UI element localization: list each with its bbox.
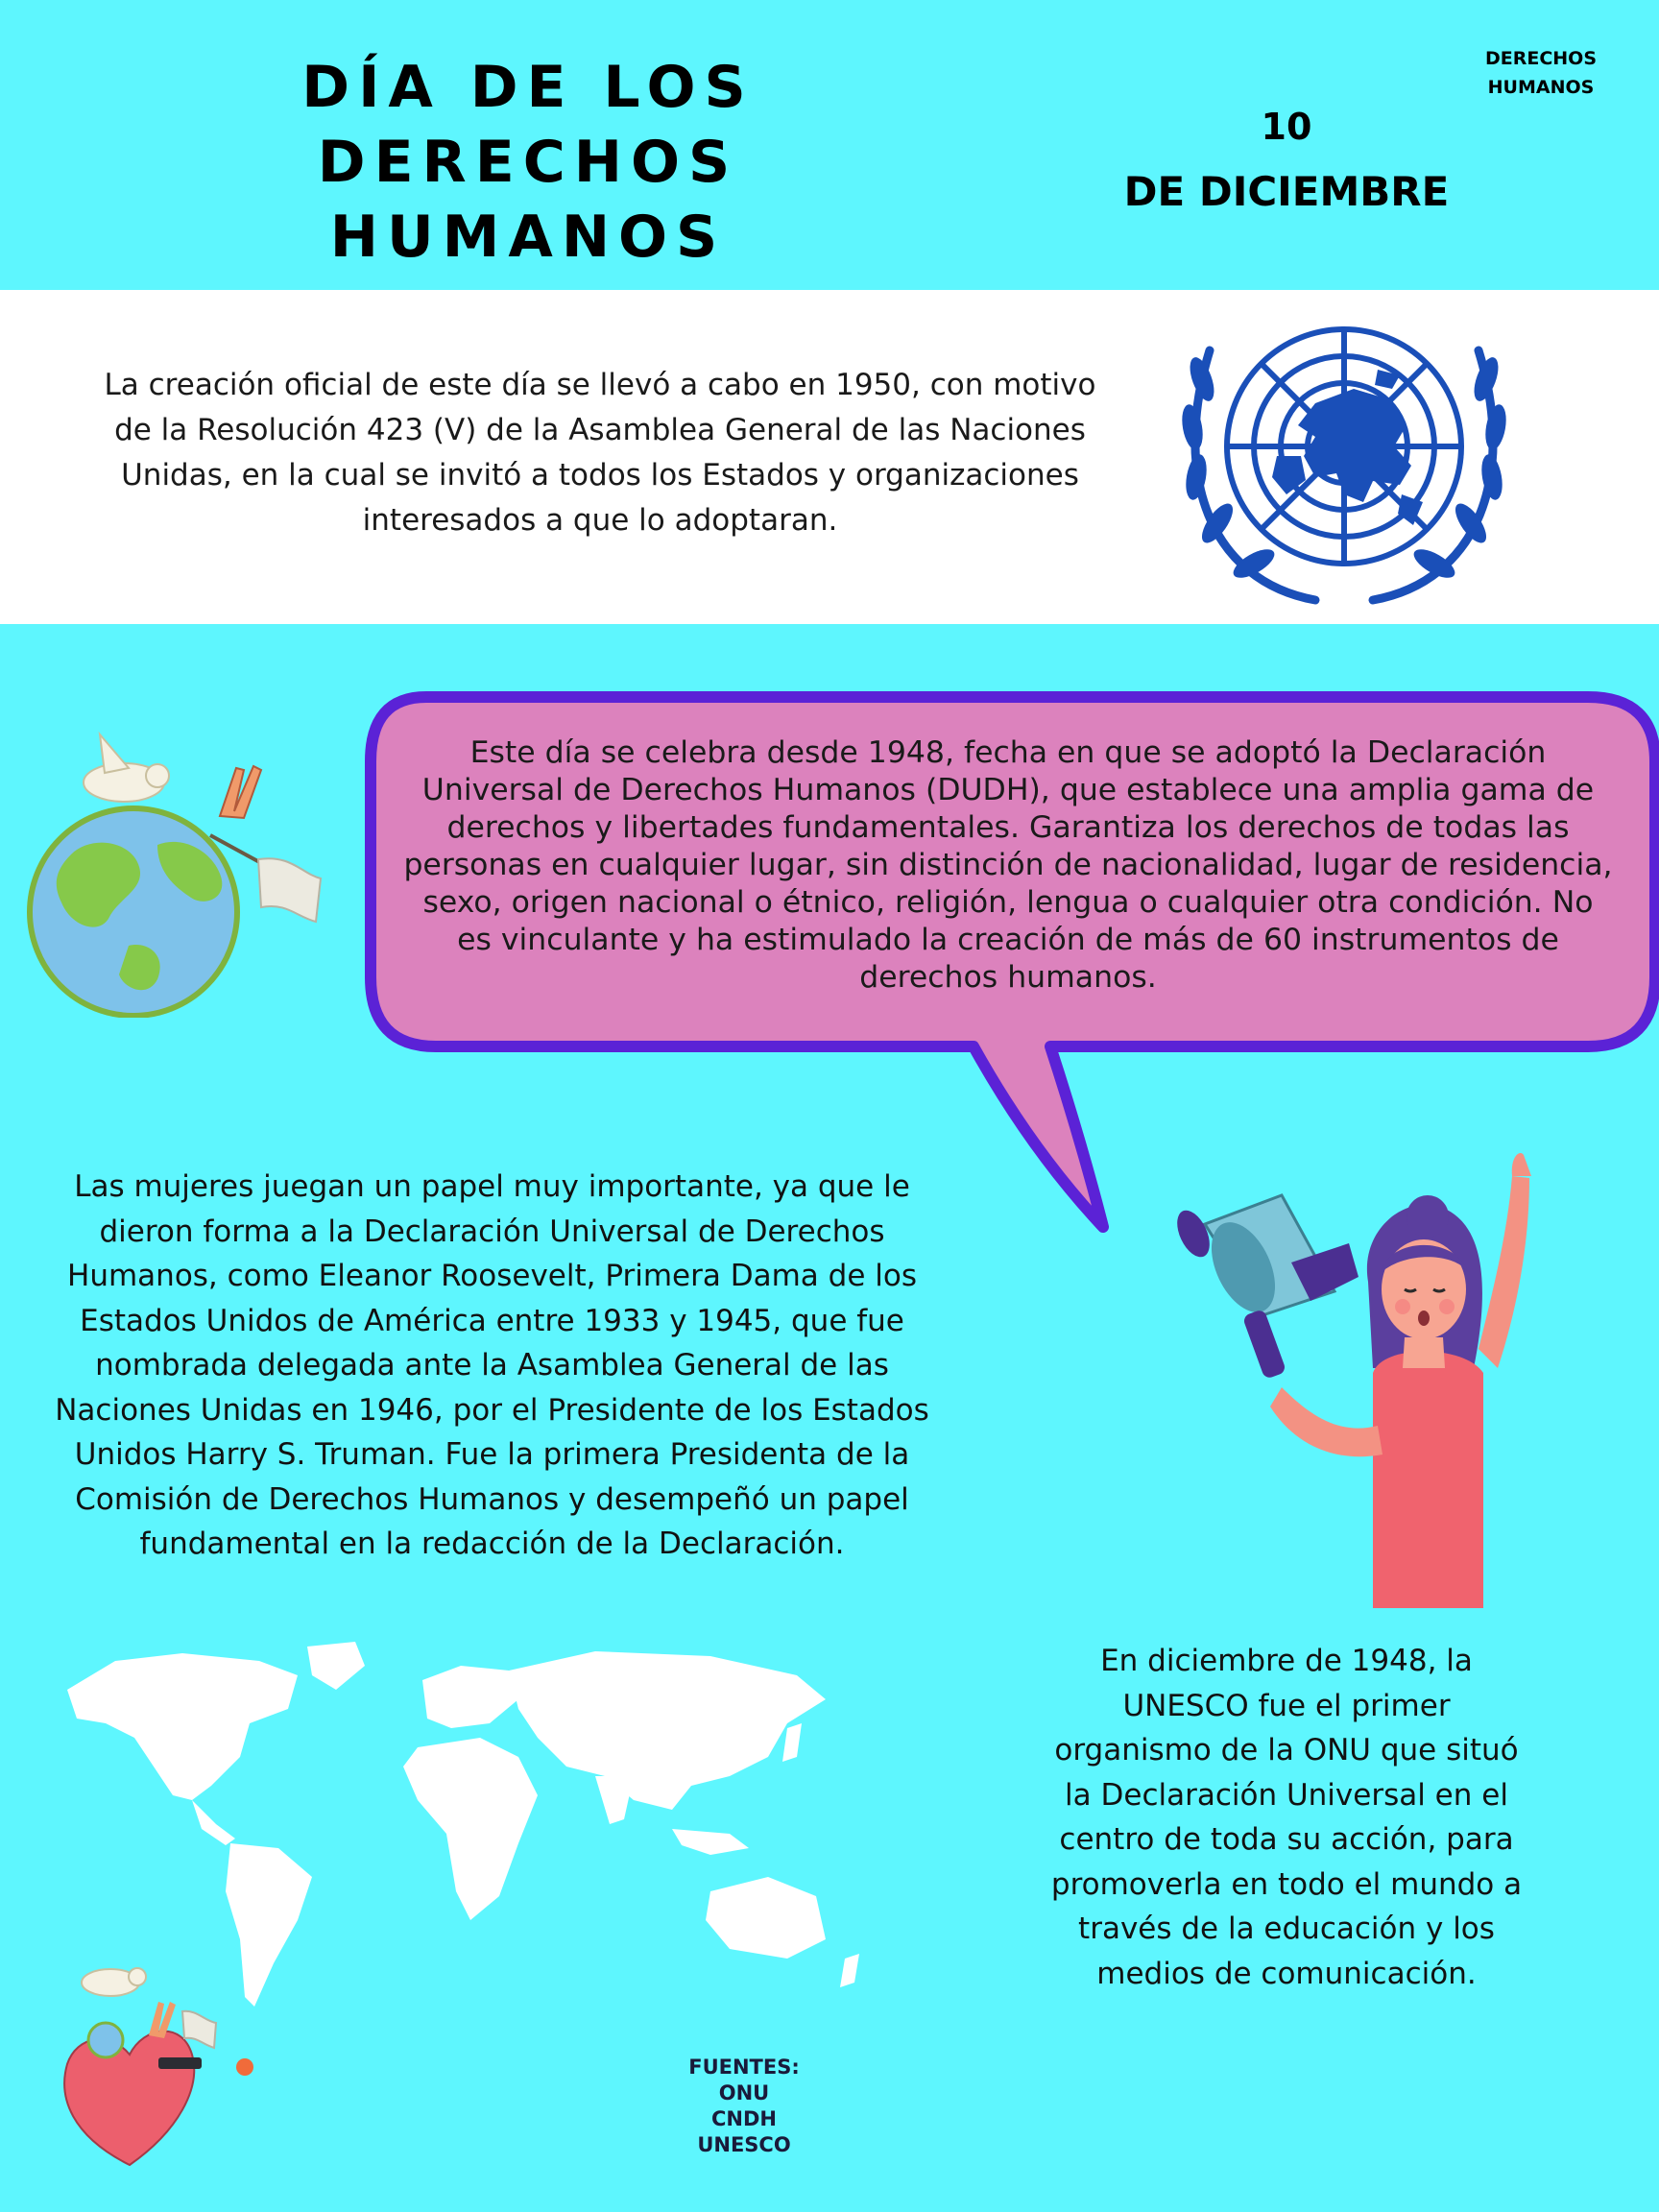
heart-peace-illustration [53,1944,278,2170]
corner-tag [1469,44,1613,102]
sources-block [653,2055,835,2158]
page-title [96,50,960,275]
date-block [1094,100,1479,230]
bubble-text: Este día se celebra desde 1948, fecha en que se adoptó la Declaración Universal de Derechos Humanos (DUDH), que establece una amplia gama de derechos y libertades fundamentales. Garantiza los derechos de todas las personas en cualquier lugar, sin distinción de nacionalidad, lugar de residencia, sexo, origen nacional o étnico, religión, lengua o cualquier otra condición. No es vinculante y ha estimulado la creación de más de 60 instrumentos de derechos humanos. [403,735,1613,995]
date-day: 10 [1261,106,1312,148]
corner-tag-line-2: HUMANOS [1487,77,1595,98]
title-line-2: HUMANOS [329,204,727,271]
corner-tag-line-1: DERECHOS [1484,48,1598,69]
woman-megaphone-illustration [1166,1147,1560,1608]
unesco-text: En diciembre de 1948, la UNESCO fue el primer organismo de la ONU que situó la Declaración Universal en el centro de toda su acción, para promoverla en todo el mundo a través de la educación y los medios de comunicación. [1050,1644,1523,1991]
source-item-unesco: UNESCO [697,2133,791,2156]
intro-text: La creación oficial de este día se llevó a cabo en 1950, con motivo de la Resolución 423 (V) de la Asamblea General de las Naciones Unidas, en la cual se invitó a todos los Estados y organizaciones interesados a que lo adoptaran. [104,368,1096,538]
source-item-cndh: CNDH [711,2107,777,2130]
un-emblem-icon [1171,312,1517,617]
women-text: Las mujeres juegan un papel muy importante, ya que le dieron forma a la Declaración Universal de Derechos Humanos, como Eleanor Roosevelt, Primera Dama de los Estados Unidos de América entre 1933 y 1945, que fue nombrada delegada ante la Asamblea General de las Naciones Unidas en 1946, por el Presidente de los Estados Unidos Harry S. Truman. Fue la primera Presidenta de la Comisión de Derechos Humanos y desempeñó un papel fundamental en la redacción de la Declaración. [55,1169,929,1561]
source-item-onu: ONU [718,2081,770,2104]
title-line-1: DÍA DE LOS DERECHOS [301,54,755,196]
date-month: DE DICIEMBRE [1123,168,1450,215]
globe-dove-illustration [13,730,340,1018]
sources-label: FUENTES: [688,2056,800,2079]
